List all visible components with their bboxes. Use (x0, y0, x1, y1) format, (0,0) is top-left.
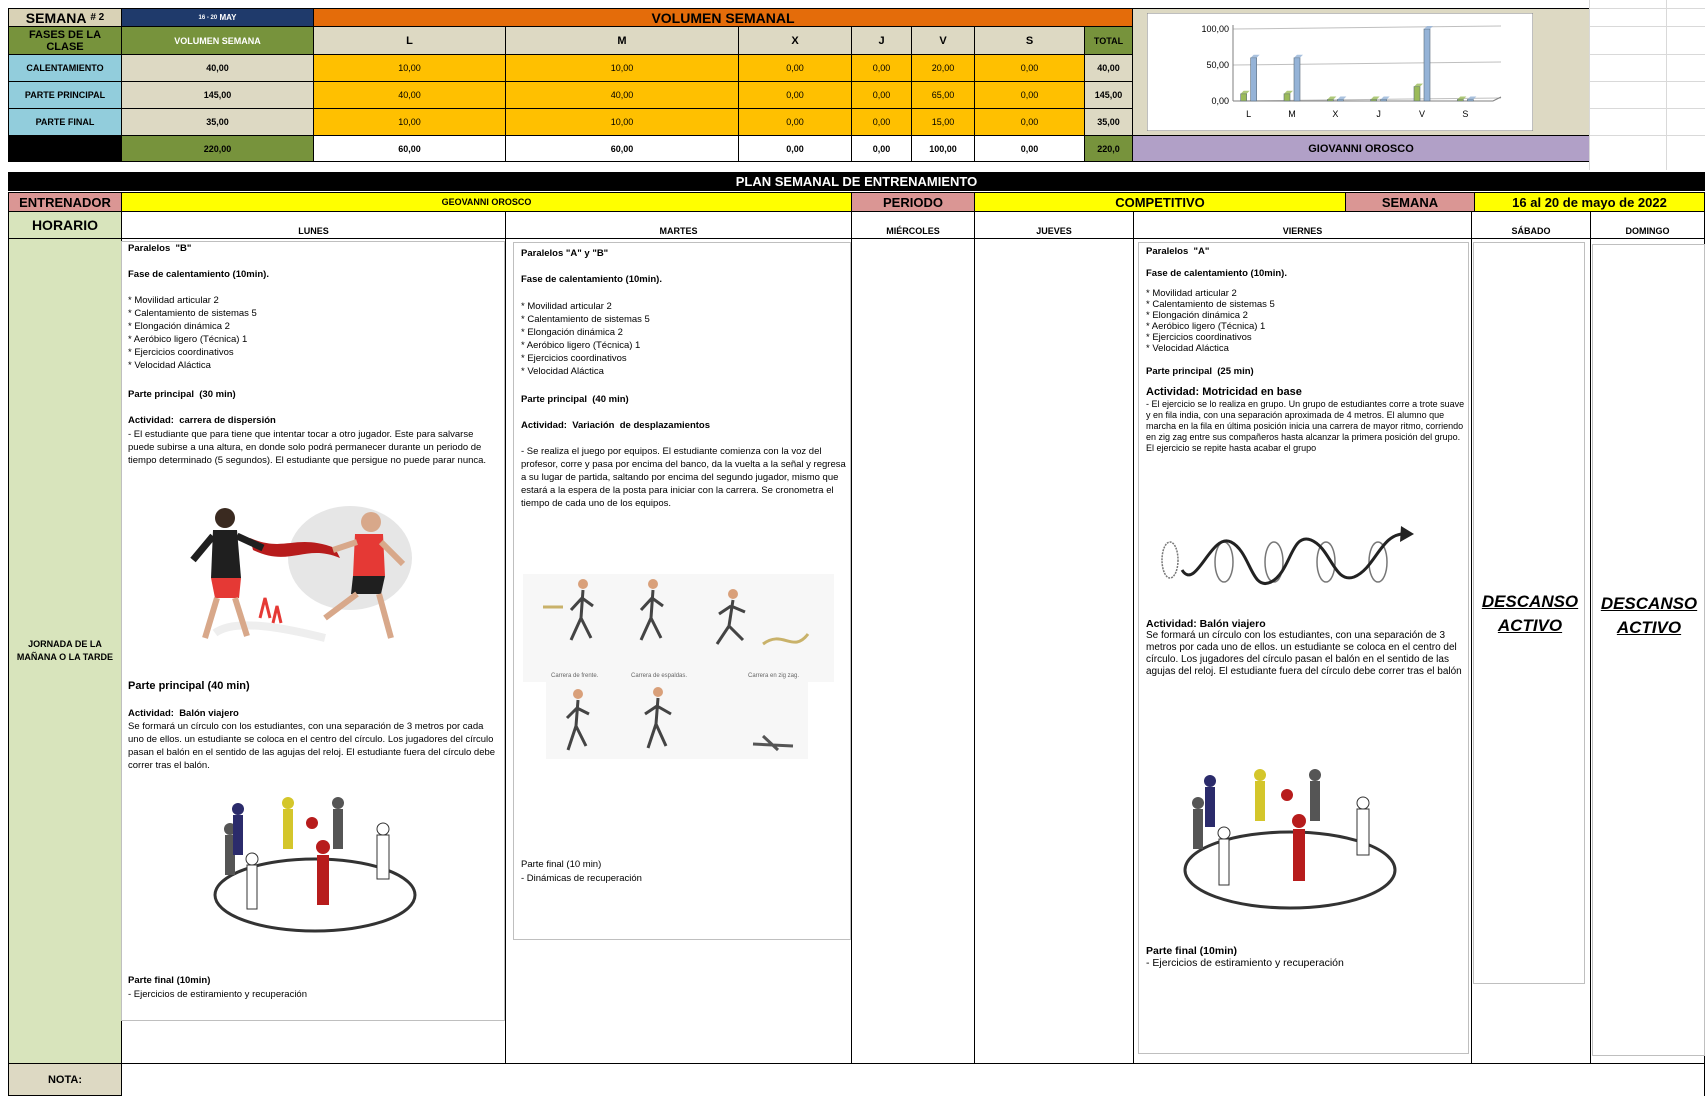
semana-label: SEMANA (1345, 192, 1475, 212)
chart-y-tick-label: 100,00 (1201, 24, 1229, 34)
phase-volume: 145,00 (121, 81, 314, 109)
day-header-j: J (851, 26, 912, 55)
day-value: 65,00 (911, 81, 975, 109)
day-column-martes: MARTES (505, 211, 852, 239)
day-total: 0,00 (851, 135, 912, 162)
viernes-paralelos: Paralelos "A" (1146, 246, 1210, 257)
grid-line (1589, 8, 1705, 9)
miercoles-cell (851, 238, 975, 1064)
lunes-act1-text: - El estudiante que para tiene que intentar tocar a otro jugador. Este para salvarse puede subirse a una altura, en donde solo podrá permanecer durante un periodo de tiempo determinado (5 segundos). El estudiante que persigue no puede parar nunca. (128, 429, 487, 466)
day-value: 0,00 (851, 81, 912, 109)
day-value: 10,00 (313, 54, 506, 82)
grid-line (1589, 54, 1705, 55)
day-value: 40,00 (313, 81, 506, 109)
lunes-main1-title: Parte principal (30 min) (128, 389, 236, 400)
lunes-paralelos: Paralelos "B" (128, 243, 192, 254)
chart-y-tick-label: 50,00 (1206, 60, 1229, 70)
jueves-cell (974, 238, 1134, 1064)
lunes-act1-title: Actividad: carrera de dispersión (128, 415, 276, 426)
periodo-label: PERIODO (851, 192, 975, 212)
day-total: 0,00 (974, 135, 1085, 162)
lunes-warm-title: Fase de calentamiento (10min). (128, 269, 269, 280)
grid-line (1589, 81, 1705, 82)
chart-x-tick-label: V (1418, 109, 1426, 119)
viernes-final-text: - Ejercicios de estiramiento y recuperación (1146, 957, 1344, 969)
total-header: TOTAL (1084, 26, 1133, 55)
grid-line (1589, 108, 1705, 109)
lunes-warm-items: * Movilidad articular 2 * Calentamiento de sistemas 5 * Elongación dinámica 2 * Aeróbico ligero (Técnica) 1 * Ejercicios coordinativos * Velocidad Aláctica (128, 295, 257, 371)
day-value: 40,00 (505, 81, 739, 109)
jornada-label: JORNADA DE LA MAÑANA O LA TARDE (8, 238, 122, 1064)
chart-x-tick-label: L (1246, 109, 1252, 119)
chart-bar (1424, 29, 1430, 101)
day-column-sabado: SÁBADO (1471, 211, 1591, 239)
total-volume: 220,00 (121, 135, 314, 162)
phase-volume: 35,00 (121, 108, 314, 136)
day-value: 10,00 (505, 54, 739, 82)
lunes-main2-title: Parte principal (40 min) (128, 680, 250, 692)
chart-y-tick-label: 0,00 (1211, 96, 1229, 106)
chart-bar (1414, 87, 1420, 101)
viernes-act2-title: Actividad: Balón viajero (1146, 618, 1266, 630)
martes-paralelos: Paralelos "A" y "B" (521, 248, 609, 259)
entrenador-label: ENTRENADOR (8, 192, 122, 212)
chart-bar (1371, 100, 1377, 102)
chart-bar (1381, 100, 1387, 102)
day-total: 0,00 (738, 135, 852, 162)
chart-bar (1457, 100, 1463, 102)
phase-volume: 40,00 (121, 54, 314, 82)
volumen-semana-label: VOLUMEN SEMANA (121, 26, 314, 55)
day-column-domingo: DOMINGO (1590, 211, 1705, 239)
running-drills-illustration (523, 574, 834, 759)
phase-label: PARTE PRINCIPAL (8, 81, 122, 109)
lunes-act2-text: Se formará un círculo con los estudiantes, con una separación de 3 metros por cada uno de ellos. un estudiante se coloca en el centro del círculo. Los jugadores del círculo pasan el balón en el sentido de las agujas del reloj. El estudiante fuera del círculo debe correr tras el balón. (128, 721, 498, 771)
dates-header: 16 - 20 MAY (121, 8, 314, 27)
day-value: 0,00 (851, 108, 912, 136)
viernes-act1-text: - El ejercicio se lo realiza en grupo. Un grupo de estudiantes corre a trote suave y en fila india, con una separación aproximada de 4 metros. El alumno que marcha en la fila en última posición inicia una carrera de mayor ritmo, corriendo en zig zag entre sus compañeros hasta alcanzar la primera posición del grupo. El ejercicio se repite hasta acabar el grupo (1146, 399, 1467, 453)
volumen-semanal-title: VOLUMEN SEMANAL (313, 8, 1133, 27)
chart-bar (1467, 100, 1473, 102)
viernes-warm-title: Fase de calentamiento (10min). (1146, 268, 1287, 279)
day-value: 0,00 (851, 54, 912, 82)
runners-illustration (175, 498, 425, 648)
day-column-lunes: LUNES (121, 211, 506, 239)
day-header-s: S (974, 26, 1085, 55)
chart-x-tick-label: M (1288, 109, 1296, 119)
day-header-l: L (313, 26, 506, 55)
day-value: 0,00 (738, 81, 852, 109)
day-header-x: X (738, 26, 852, 55)
chart-x-tick-label: J (1376, 109, 1381, 119)
day-column-jueves: JUEVES (974, 211, 1134, 239)
martes-final-text: - Dinámicas de recuperación (521, 873, 642, 884)
drill-caption: Carrera de frente. (551, 673, 599, 679)
martes-act-text: - Se realiza el juego por equipos. El estudiante comienza con la voz del profesor, corre y pasa por encima del banco, da la vuelta a la señal y regresa a su lugar de partida, saltando por encima del segundo jugador, mismo que estará a la espera de la posta para iniciar con la carrera. Se cronometra el tiempo de cada uno de los equipos. (521, 446, 849, 509)
day-value: 0,00 (974, 81, 1085, 109)
day-header-v: V (911, 26, 975, 55)
chart-x-tick-label: X (1332, 109, 1339, 119)
viernes-final-title: Parte final (10min) (1146, 945, 1238, 957)
viernes-warm-items: * Movilidad articular 2 * Calentamiento de sistemas 5 * Elongación dinámica 2 * Aeróbico ligero (Técnica) 1 * Ejercicios coordinativos * Velocidad Aláctica (1146, 288, 1275, 354)
day-total: 100,00 (911, 135, 975, 162)
grid-line (1589, 135, 1705, 136)
lunes-final-text: - Ejercicios de estiramiento y recuperación (128, 989, 307, 1000)
nota-label: NOTA: (8, 1063, 122, 1096)
chart-bar (1337, 100, 1343, 102)
volume-bar-chart (1147, 13, 1533, 131)
zigzag-drill-illustration (1156, 522, 1416, 592)
lunes-final-title: Parte final (10min) (128, 975, 211, 986)
chart-x-tick-label: S (1462, 109, 1469, 119)
phase-label: PARTE FINAL (8, 108, 122, 136)
martes-warm-items: * Movilidad articular 2 * Calentamiento de sistemas 5 * Elongación dinámica 2 * Aeróbico ligero (Técnica) 1 * Ejercicios coordinativos * Velocidad Aláctica (521, 301, 650, 377)
chart-bar (1294, 58, 1300, 101)
totals-blank (8, 135, 122, 162)
day-total: 60,00 (505, 135, 739, 162)
plan-title: PLAN SEMANAL DE ENTRENAMIENTO (8, 172, 1705, 191)
day-column-viernes: VIERNES (1133, 211, 1472, 239)
martes-main-title: Parte principal (40 min) (521, 394, 629, 405)
entrenador-value: GEOVANNI OROSCO (121, 192, 852, 212)
martes-act-title: Actividad: Variación de desplazamientos (521, 420, 711, 431)
row-total: 40,00 (1084, 54, 1133, 82)
martes-final-title: Parte final (10 min) (521, 859, 602, 870)
day-value: 0,00 (974, 108, 1085, 136)
drill-caption: Carrera en zig zag. (748, 673, 800, 679)
day-value: 0,00 (738, 108, 852, 136)
circle-game-illustration (1175, 765, 1415, 915)
horario-label: HORARIO (8, 211, 122, 239)
day-header-m: M (505, 26, 739, 55)
day-column-miercoles: MIÉRCOLES (851, 211, 975, 239)
domingo-textbox (1592, 244, 1705, 1056)
day-value: 10,00 (313, 108, 506, 136)
day-value: 0,00 (738, 54, 852, 82)
domingo-rest-label: DESCANSO ACTIVO (1600, 594, 1698, 637)
sabado-rest-label: DESCANSO ACTIVO (1481, 592, 1579, 635)
day-total: 60,00 (313, 135, 506, 162)
grand-total: 220,0 (1084, 135, 1133, 162)
viernes-act2-text: Se formará un círculo con los estudiantes, con una separación de 3 metros por cada uno de ellos. un estudiante se coloca en el centro del círculo. Los jugadores del círculo pasan el balón en el sentido de las agujas del reloj. El estudiante fuera del círculo debe correr tras el balón (1146, 630, 1462, 677)
semana-header: SEMANA # 2 (8, 8, 122, 27)
martes-warm-title: Fase de calentamiento (10min). (521, 274, 662, 285)
drill-caption: Carrera de espaldas. (631, 673, 688, 679)
day-value: 15,00 (911, 108, 975, 136)
viernes-act1-title: Actividad: Motricidad en base (1146, 386, 1302, 398)
fases-label: FASES DE LA CLASE (8, 26, 122, 55)
chart-bar (1284, 94, 1290, 101)
lunes-act2-title: Actividad: Balón viajero (128, 708, 239, 719)
viernes-main-title: Parte principal (25 min) (1146, 366, 1254, 377)
chart-bar (1327, 100, 1333, 102)
row-total: 35,00 (1084, 108, 1133, 136)
owner-name: GIOVANNI OROSCO (1132, 135, 1590, 162)
periodo-value: COMPETITIVO (974, 192, 1346, 212)
grid-line (1589, 26, 1705, 27)
chart-bar (1241, 94, 1247, 101)
circle-game-illustration (205, 795, 435, 940)
day-value: 20,00 (911, 54, 975, 82)
day-value: 10,00 (505, 108, 739, 136)
row-total: 145,00 (1084, 81, 1133, 109)
chart-bar (1251, 58, 1257, 101)
phase-label: CALENTAMIENTO (8, 54, 122, 82)
day-value: 0,00 (974, 54, 1085, 82)
nota-value[interactable] (121, 1063, 1705, 1096)
semana-value: 16 al 20 de mayo de 2022 (1474, 192, 1705, 212)
